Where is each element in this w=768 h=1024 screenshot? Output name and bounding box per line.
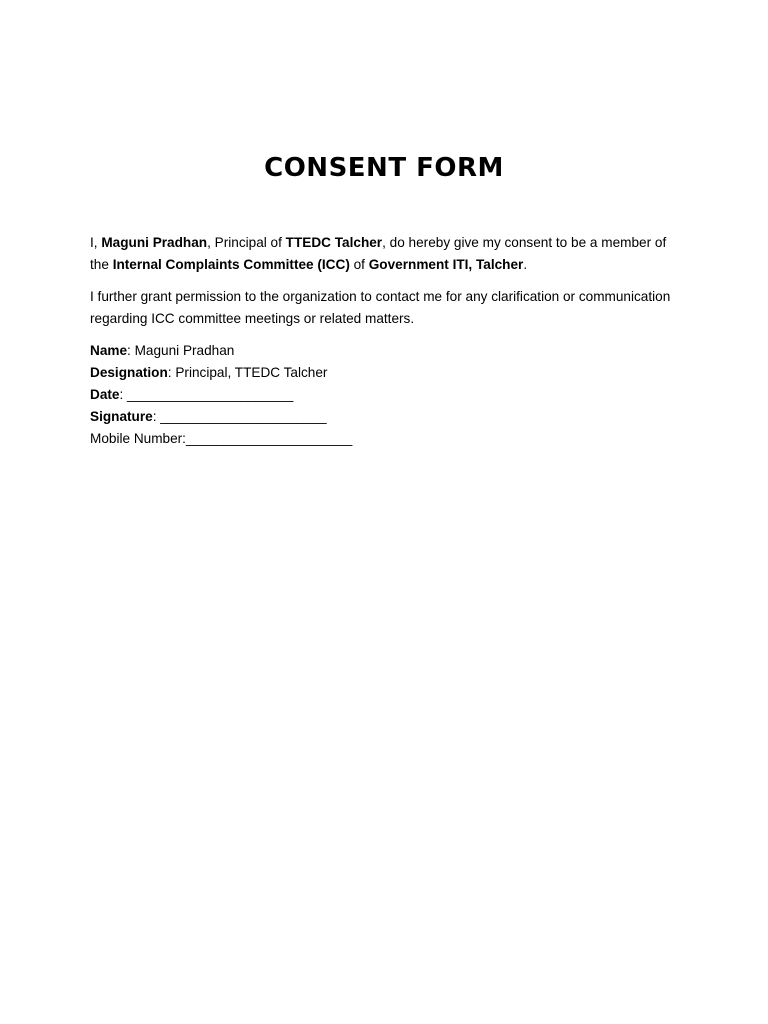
institute-name: Government ITI, Talcher (368, 257, 524, 272)
text-segment: , Principal of (207, 235, 286, 250)
date-label: Date (90, 387, 120, 402)
designation-label: Designation (90, 365, 168, 380)
text-segment: , do hereby give my consent to be a member of the (90, 235, 667, 272)
text-segment: . (523, 257, 528, 272)
person-name: Maguni Pradhan (101, 235, 208, 250)
designation-field (90, 362, 680, 384)
signature-blank: : ______________________ (152, 409, 327, 424)
text-segment: I, (90, 235, 102, 250)
name-value: : Maguni Pradhan (127, 343, 235, 358)
permission-paragraph: I further grant permission to the organization to contact me for any clarification or communication regarding ICC committee meetings or related matters. (90, 289, 671, 326)
designation-value: : Principal, TTEDC Talcher (167, 365, 328, 380)
organization-name: TTEDC Talcher (285, 235, 383, 250)
text-segment: of (349, 257, 369, 272)
committee-name: Internal Complaints Committee (ICC) (112, 257, 350, 272)
date-field (90, 384, 680, 406)
signature-field (90, 406, 680, 428)
consent-paragraph (90, 232, 680, 276)
page-title: CONSENT FORM (264, 153, 504, 183)
signature-label: Signature (90, 409, 153, 424)
mobile-field (90, 428, 680, 450)
mobile-label: Mobile Number: (90, 431, 186, 446)
name-field (90, 340, 680, 362)
details-section (90, 340, 680, 450)
mobile-blank: ______________________ (185, 431, 353, 446)
document-body (90, 232, 680, 450)
name-label: Name (90, 343, 128, 358)
date-blank: : ______________________ (119, 387, 294, 402)
